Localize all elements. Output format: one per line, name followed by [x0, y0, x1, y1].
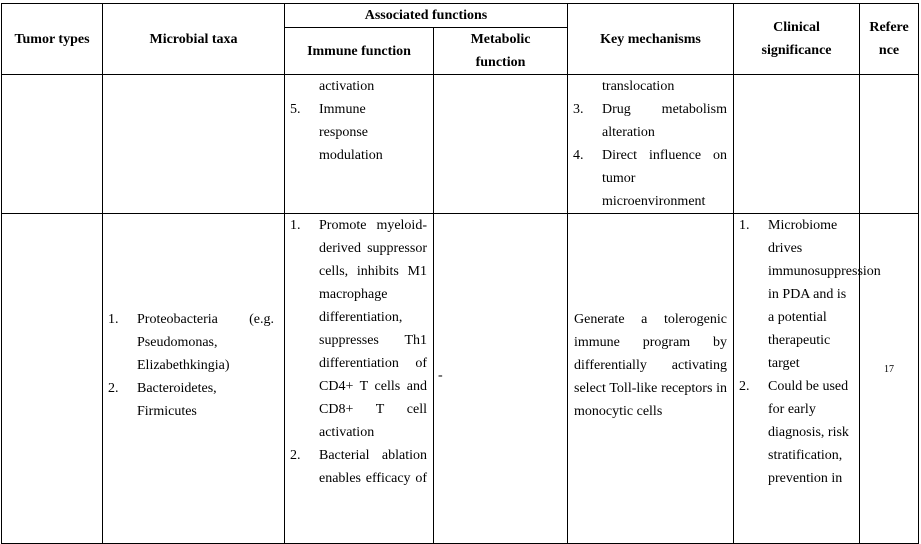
header-clinical-significance: [734, 4, 860, 75]
list-item-text: Promote myeloid-derived suppressor cells, inhibits M1 macrophage differentiation, suppresses Th1 differentiation of CD4+ T cells and CD8+ T cell activation: [319, 218, 427, 440]
row1-immune-function: [285, 75, 434, 214]
list-item-text: Microbiome drives immunosuppression in PDA and is a potential therapeutic target: [768, 218, 881, 371]
table-row: [2, 214, 919, 544]
table-row: [2, 75, 919, 214]
list-item-number: 1.: [108, 312, 119, 327]
list-item-text: Drug metabolism alteration: [602, 102, 728, 140]
list-item-number: 5.: [290, 102, 301, 117]
header-associated-functions: Associated functions: [285, 4, 568, 28]
list-item-number: 1.: [290, 218, 301, 233]
header-immune-function: Immune function: [285, 28, 434, 75]
header-microbial-taxa: Microbial taxa: [103, 4, 285, 75]
header-clinical-significance-text: Clinical significance: [761, 20, 832, 58]
list-item-text: activation: [319, 79, 375, 94]
row2-reference: [860, 214, 919, 544]
row2-tumor-types: [2, 214, 103, 544]
data-table: [1, 3, 919, 544]
list-item: [734, 214, 881, 375]
row1-reference: [860, 75, 919, 214]
list-item: [285, 75, 433, 98]
list-item: [568, 75, 733, 98]
row1-mechanisms-list: [568, 75, 733, 213]
header-key-mechanisms: Key mechanisms: [568, 4, 734, 75]
row2-metabolic-value: -: [438, 368, 443, 383]
list-item-text: Immune response modulation: [319, 102, 383, 163]
list-item-number: 1.: [739, 218, 750, 233]
list-item-number: 2.: [290, 448, 301, 463]
list-item: [568, 98, 733, 144]
row1-immune-list: [285, 75, 433, 167]
list-item: [734, 375, 859, 490]
row2-clinical-significance: [734, 214, 881, 544]
row2-metabolic-function: [434, 214, 568, 544]
list-item: [103, 308, 284, 377]
row1-clinical-significance: [734, 75, 860, 214]
header-reference: [860, 4, 919, 75]
list-item: [285, 98, 433, 167]
list-item-number: 3.: [573, 102, 584, 117]
header-reference-line1: Refere: [869, 20, 909, 35]
row1-microbial-taxa: [103, 75, 285, 214]
header-metabolic-function-text: Metabolic function: [470, 32, 531, 70]
list-item-text: translocation: [602, 79, 675, 94]
list-item-number: 2.: [739, 379, 750, 394]
list-item: [285, 444, 433, 490]
list-item-text: Proteobacteria (e.g. Pseudomonas, Elizabethkingia): [137, 312, 274, 373]
header-reference-line2: nce: [878, 43, 900, 58]
list-item-number: 2.: [108, 381, 119, 396]
row2-mechanisms-text: Generate a tolerogenic immune program by differentially activating select Toll-like receptors in monocytic cells: [574, 312, 728, 419]
list-item-number: 4.: [573, 148, 584, 163]
row2-key-mechanisms: [568, 214, 734, 544]
row2-taxa-list: [103, 308, 284, 423]
header-metabolic-function: [434, 28, 568, 75]
list-item: [285, 214, 433, 444]
list-item: [103, 377, 284, 423]
row1-metabolic-function: [434, 75, 568, 214]
list-item-text: Bacteroidetes, Firmicutes: [137, 381, 217, 419]
list-item-text: Direct influence on tumor microenvironment: [602, 148, 728, 209]
list-item-text: Bacterial ablation enables efficacy of: [319, 448, 427, 486]
row1-tumor-types: [2, 75, 103, 214]
row2-reference-value: 17: [884, 364, 895, 375]
row2-clinical-list: [734, 214, 881, 490]
row2-microbial-taxa: [103, 214, 285, 544]
row2-immune-list: [285, 214, 433, 490]
list-item-text: Could be used for early diagnosis, risk stratification, prevention in: [768, 379, 849, 486]
header-tumor-types: Tumor types: [2, 4, 103, 75]
row2-immune-function: [285, 214, 434, 544]
row1-key-mechanisms: [568, 75, 734, 214]
list-item: [568, 144, 733, 213]
